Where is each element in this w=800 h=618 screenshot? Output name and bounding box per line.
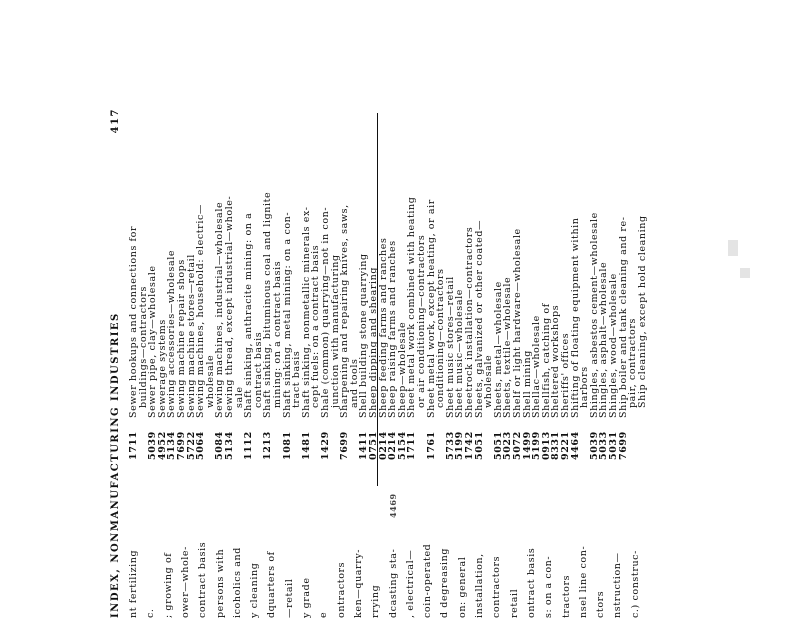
sic-code: 8331: [550, 431, 562, 460]
index-entry-text: Shell mining: [521, 350, 533, 418]
left-column-line: ower—whole-: [179, 546, 191, 618]
index-entry-text: cept fuels: on a contract basis: [310, 244, 322, 408]
left-column-line: ontractors: [335, 561, 347, 618]
sic-code: 0214: [377, 431, 389, 460]
sic-code: 1411: [358, 431, 370, 460]
index-entry-text: Sheet metal work combined with heating: [406, 196, 418, 418]
index-entry-text: contract basis: [252, 331, 264, 408]
sic-code: 1742: [464, 431, 475, 460]
sic-code: 0913: [540, 431, 552, 460]
index-entry-text: Sewerage systems: [156, 319, 168, 418]
running-header: [110, 108, 124, 618]
index-entry-text: Shell building stone quarrying: [358, 253, 370, 418]
index-entry-text: Sewing machines, industrial—wholesale: [214, 201, 226, 418]
left-column-line: y grade: [301, 577, 312, 618]
index-entry-text: Sewer pipe, clay—wholesale: [147, 265, 159, 418]
sic-code: 5033: [598, 431, 610, 460]
index-entry-text: Shingles, asphalt—wholesale: [598, 261, 610, 418]
scan-smudge: [740, 268, 750, 278]
left-column-line: c.) construc-: [629, 550, 641, 618]
scan-smudge: [728, 240, 738, 256]
index-entry-text: Sheep feeding farms and ranches: [377, 237, 389, 418]
sic-code: 1081: [281, 431, 293, 460]
index-entry-column: [128, 108, 653, 418]
left-column-line: contract basis: [197, 541, 209, 618]
folio-mark: 4469: [388, 493, 398, 518]
sic-code: 0214: [387, 431, 399, 460]
index-entry-text: wholesale: [204, 354, 216, 408]
left-column-line: dcasting sta-: [387, 548, 399, 618]
index-entry-text: Sheep raising farms and ranches: [387, 240, 399, 418]
index-entry-text: Sheep—wholesale: [396, 321, 408, 418]
sic-code: 0751: [368, 431, 379, 460]
sic-code: 4464: [569, 431, 581, 460]
page-title: INDEX, NONMANUFACTURING INDUSTRIES: [110, 312, 121, 618]
sic-code: 5064: [195, 431, 207, 460]
sic-code: 5031: [608, 431, 619, 460]
index-entry-text: and tools: [348, 358, 360, 408]
left-column-line: c.: [145, 608, 157, 618]
sic-code: 5023: [502, 431, 514, 460]
index-entry-text: Sheet music—wholesale: [454, 289, 466, 418]
index-entry-text: Sharpening and repairing knives, saws,: [339, 204, 351, 418]
index-entry-text: Shale (common) quarrying—not in con-: [320, 206, 331, 418]
sic-code: 5072: [512, 431, 523, 460]
index-entry-text: buildings—contractors: [137, 285, 149, 408]
left-column-line: tractors: [560, 574, 572, 618]
left-column-line: e: [318, 611, 330, 618]
index-entry-text: Sewer hookups and connections for: [128, 225, 139, 418]
index-entry-text: Shingles, wood—wholesale: [608, 273, 619, 418]
sic-code-column: [128, 420, 653, 460]
left-column-line: rrying: [370, 584, 382, 618]
index-entry-text: tract basis: [291, 350, 303, 408]
sic-code: 1499: [521, 431, 533, 460]
sic-code: 5039: [147, 431, 159, 460]
index-entry-text: Shaft sinking, metal mining: on a con-: [281, 211, 293, 418]
sic-code: 5084: [214, 431, 226, 460]
left-column-line: on: general: [456, 556, 468, 618]
index-entry-text: mining: on a contract basis: [272, 260, 283, 408]
sic-code: 1711: [406, 431, 418, 460]
rotated-index-page: [110, 100, 655, 618]
index-entry-text: Sewing thread, except industrial—whole-: [224, 195, 235, 418]
sic-code: 4952: [156, 431, 168, 460]
left-column-line: ; growing of: [162, 552, 174, 618]
sic-code: 5134: [166, 431, 178, 460]
sic-code: 5199: [454, 431, 466, 460]
sic-code: 1711: [128, 431, 139, 460]
index-entry-text: Shellac—wholesale: [531, 315, 543, 418]
index-entry-text: Shifting of floating equipment within: [569, 217, 581, 418]
index-entry-text: Ship boiler and tank cleaning and re-: [617, 216, 629, 418]
index-entry-text: Sheet music stores—retail: [444, 276, 456, 418]
index-entry-text: junction with manufacturing: [329, 254, 341, 408]
index-entry-text: Shaft sinking, bituminous coal and lignite: [262, 191, 274, 418]
left-column-line: installation,: [474, 553, 485, 618]
index-entry-text: Sheets, galvanized or other coated—: [473, 219, 485, 418]
left-column-line: coin-operated: [422, 543, 434, 618]
left-column-line: icoholics and: [231, 547, 243, 618]
left-column-line: ctors: [595, 590, 607, 618]
index-entry-text: Sheets, metal—wholesale: [492, 281, 504, 418]
sic-code: 5051: [473, 431, 485, 460]
page-number: 417: [110, 108, 121, 134]
sic-code: 5199: [531, 431, 543, 460]
sic-code: 5039: [588, 431, 600, 460]
index-entry-text: Sewing machines, household: electric—: [195, 204, 207, 418]
index-entry-text: Sheetrock installation—contractors: [464, 226, 475, 418]
index-entry-text: Sheet metal work, except heating, or air: [425, 199, 437, 418]
index-entry-text: Sewing accessories—wholesale: [166, 249, 178, 418]
sic-code: 1761: [425, 431, 437, 460]
sic-code: 1481: [300, 431, 312, 460]
left-column-line: retail: [508, 588, 520, 618]
left-column-line: ontract basis: [525, 547, 537, 618]
index-entry-text: sale: [233, 386, 245, 408]
sic-code: 5134: [224, 431, 235, 460]
index-entry-text: pair, contractors: [627, 318, 639, 408]
sic-code: 9221: [560, 431, 571, 460]
sic-code: 5722: [185, 431, 197, 460]
sic-code: 5051: [492, 431, 504, 460]
index-entry-text: Ship cleaning, except hold cleaning: [636, 215, 648, 408]
sic-code: 1213: [262, 431, 274, 460]
index-entry-text: conditioning—contractors: [435, 268, 447, 408]
left-column-line: nsel line con-: [577, 545, 589, 618]
sic-code: 7699: [617, 431, 629, 460]
left-column-line: y cleaning: [249, 562, 261, 618]
index-entry-text: Sheriffs' offices: [560, 332, 571, 418]
left-column-line: dquarters of: [266, 551, 278, 618]
index-entry-text: Shaft sinking, anthracite mining: on a: [243, 212, 255, 418]
left-column-line: d degreasing: [439, 547, 451, 618]
sic-code: 1429: [320, 431, 331, 460]
left-column-fragments: [128, 518, 648, 618]
left-column-line: s: on a con-: [543, 555, 555, 618]
index-entry-text: or air conditioning—contractors: [416, 234, 427, 408]
left-column-line: , electrical—: [404, 549, 416, 618]
index-entry-text: Shelf or light hardware—wholesale: [512, 228, 523, 418]
index-entry-text: Shingles, asbestos cement—wholesale: [588, 212, 600, 418]
index-entry-text: wholesale: [483, 354, 495, 408]
sic-code: 1112: [243, 431, 255, 460]
left-column-line: nt fertilizing: [128, 549, 139, 618]
index-entry-text: Shellfish, catching of: [540, 303, 552, 418]
sic-code: 7699: [176, 431, 187, 460]
left-column-line: ken—quarry-: [352, 548, 364, 618]
sic-code: 5154: [396, 431, 408, 460]
sic-code: 5733: [444, 431, 456, 460]
index-entry-text: Sewing machine stores—retail: [185, 254, 197, 418]
index-entry-text: Sewing machine repair shops: [176, 259, 187, 418]
index-entry-text: Shaft sinking, nonmetallic minerals ex-: [300, 206, 312, 418]
sic-code: 7699: [339, 431, 351, 460]
index-entry-text: Sheep dipping and shearing: [368, 266, 379, 418]
left-column-line: contractors: [491, 555, 503, 618]
index-entry-text: harbors: [579, 366, 591, 408]
index-entry-text: Sheets, textile—wholesale: [502, 276, 514, 418]
left-column-line: —retail: [283, 578, 295, 618]
left-column-line: persons with: [214, 548, 226, 618]
left-column-line: nstruction—: [612, 552, 624, 618]
index-entry-text: Sheltered workshops: [550, 304, 562, 418]
